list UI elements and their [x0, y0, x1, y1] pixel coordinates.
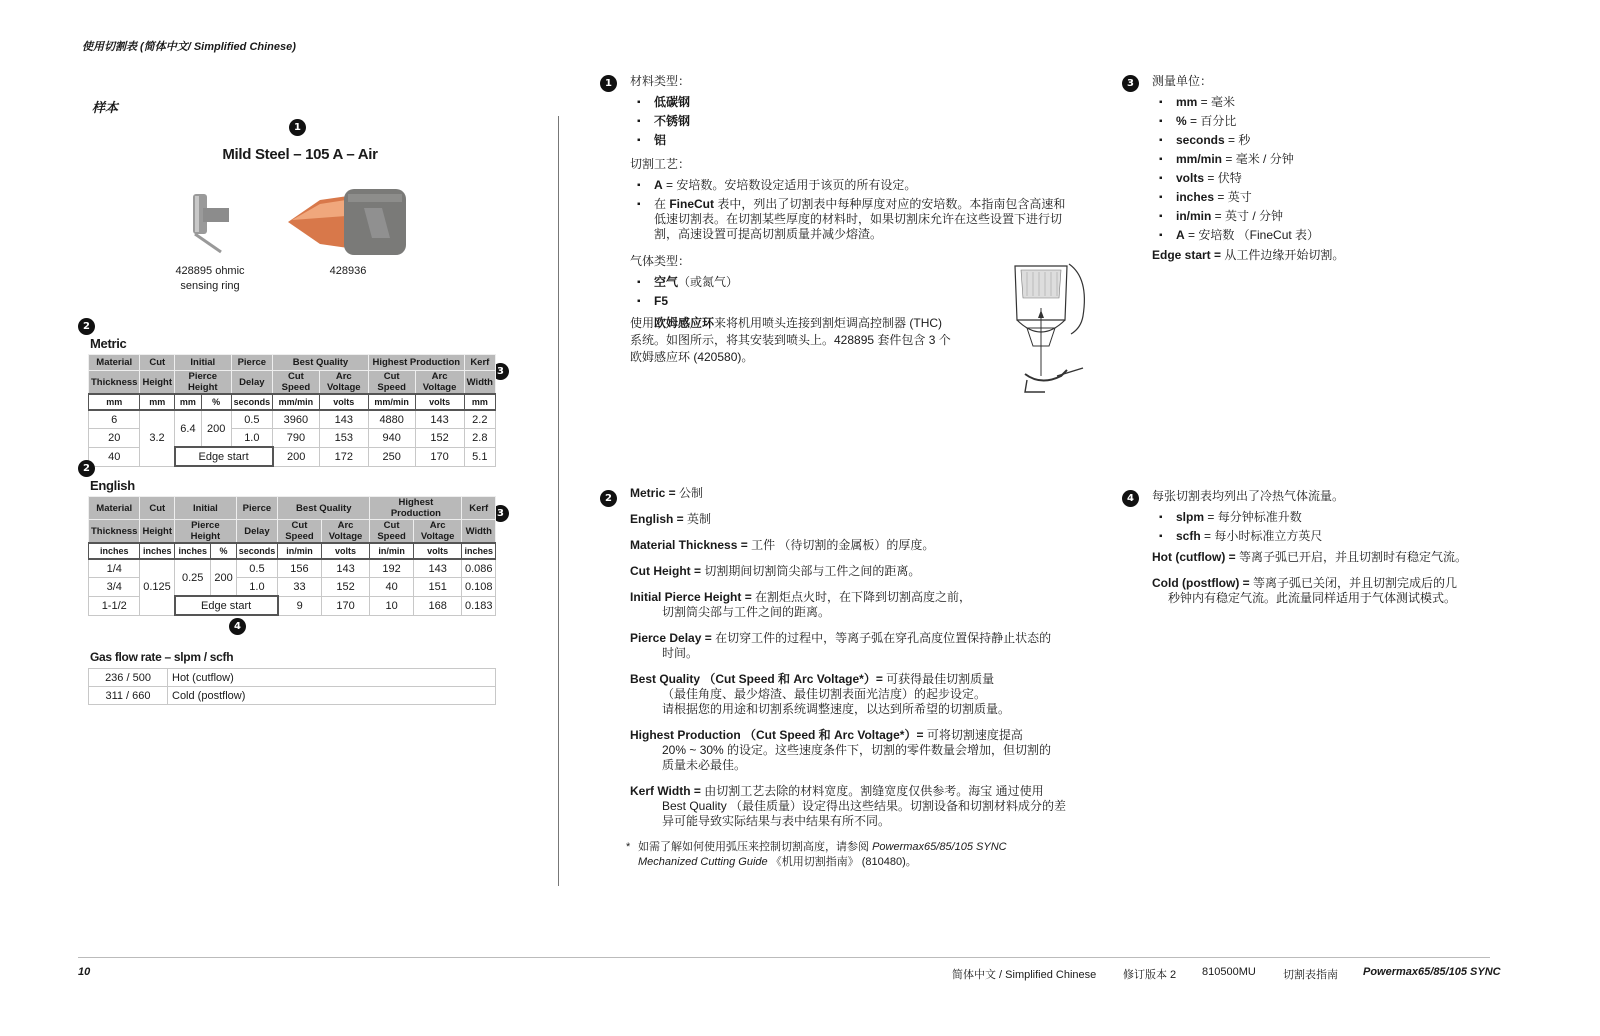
cell: 0.5	[231, 410, 273, 429]
footer-rule	[78, 957, 1490, 958]
th: Thickness	[89, 520, 140, 544]
cell: 0.086	[462, 559, 496, 578]
def-val: 可获得最佳切割质量	[882, 672, 995, 686]
process-fc-text: 低速切割表。在切割某些厚度的材料时，如果切割床允许在这些设置下进行切	[654, 212, 1063, 226]
th: Pierce Height	[175, 371, 232, 395]
th: Kerf	[462, 497, 496, 520]
section-2	[626, 486, 1110, 870]
cell: 250	[368, 447, 415, 466]
sample-label: 样本	[92, 100, 119, 115]
def-val: 等离子弧已开启，并且切割时有稳定气流。	[1235, 550, 1467, 564]
cell: 3960	[273, 410, 320, 429]
def-val: 请根据您的用途和切割系统调整速度，以达到所希望的切割质量。	[662, 702, 1011, 716]
cell: 200	[273, 447, 320, 466]
cell: 10	[370, 596, 414, 615]
def-val: 工件 （待切割的金属板）的厚度。	[747, 538, 935, 552]
process-a-text: = 安培数。安培数设定适用于该页的所有设定。	[662, 178, 917, 192]
gas-flow-title: Gas flow rate – slpm / scfh	[90, 650, 234, 664]
table-row	[89, 410, 496, 429]
section-3	[1152, 72, 1512, 274]
def-val: （最佳角度、最少熔渣、最佳切割表面光洁度）的起步设定。	[662, 687, 987, 701]
cell: 152	[415, 429, 464, 448]
def-key: Hot (cutflow) =	[1152, 550, 1236, 564]
process-label: 切割工艺：	[630, 157, 691, 171]
th: Initial	[175, 355, 232, 371]
th: Cut Speed	[278, 520, 322, 544]
unit: inches	[140, 543, 175, 559]
cell: 2.2	[464, 410, 495, 429]
unit-key: %	[1176, 114, 1187, 128]
th: Arc Voltage	[321, 520, 370, 544]
unit-key: seconds	[1176, 133, 1225, 147]
th: Delay	[231, 371, 273, 395]
unit-val: = 毫米 / 分钟	[1222, 152, 1294, 166]
cell: 940	[368, 429, 415, 448]
unit: mm/min	[273, 394, 320, 410]
cell: 168	[413, 596, 462, 615]
cell-cut-height: 0.125	[140, 559, 175, 615]
cell-iph: 0.25	[175, 559, 211, 596]
def-val: 从工件边缘开始切割。	[1221, 248, 1345, 262]
torch-illustration	[1005, 258, 1095, 400]
ohmic-text: 欧姆感应环 (420580)。	[630, 350, 754, 364]
cell: 143	[413, 559, 462, 578]
unit: mm	[175, 394, 202, 410]
callout-badge-3-metric: 3	[492, 363, 509, 380]
part-desc-ohmic: sensing ring	[180, 280, 240, 292]
cell-edge-start: Edge start	[175, 447, 273, 466]
unit: mm	[140, 394, 175, 410]
part-label-ohmic	[160, 264, 260, 294]
english-title: English	[90, 478, 135, 493]
cell: 236 / 500	[89, 669, 168, 687]
process-fc-pre: 在	[654, 197, 670, 211]
gas-item-f5: F5	[654, 294, 669, 308]
ohmic-text: 系统。如图所示，将其安装到喷头上。428895 套件包含 3 个	[630, 333, 951, 347]
def-val: 异可能导致实际结果与表中结果有所不同。	[662, 814, 891, 828]
def-key: Metric =	[630, 486, 676, 500]
def-val: 20% ~ 30% 的设定。这些速度条件下，切割的零件数量会增加，但切割的	[662, 743, 1052, 757]
shield-cap-image	[286, 186, 410, 258]
def-val: 公制	[675, 486, 704, 500]
unit: mm/min	[368, 394, 415, 410]
cell: 0.5	[236, 559, 278, 578]
metric-cut-table	[88, 354, 496, 467]
def-key: English =	[630, 512, 684, 526]
def-key: Highest Production （Cut Speed 和 Arc Voltage*）=	[630, 728, 924, 742]
th: Best Quality	[278, 497, 370, 520]
callout-badge-3-english: 3	[492, 505, 509, 522]
unit: %	[211, 543, 236, 559]
def-val: 英制	[683, 512, 712, 526]
ohmic-text: 来将机用喷头连接到割炬调高控制器 (THC)	[714, 316, 943, 330]
cell: 1-1/2	[89, 596, 140, 615]
def-val: 时间。	[662, 646, 699, 660]
th: Highest Production	[368, 355, 464, 371]
def-val: 秒钟内有稳定气流。此流量同样适用于气体测试模式。	[1168, 591, 1457, 605]
th: Arc Voltage	[415, 371, 464, 395]
th: Arc Voltage	[319, 371, 368, 395]
table-row	[89, 669, 496, 687]
th: Pierce Height	[175, 520, 237, 544]
cell: 1.0	[231, 429, 273, 448]
def-key: Kerf Width =	[630, 784, 701, 798]
cell: 170	[415, 447, 464, 466]
material-type-label: 材料类型：	[630, 74, 691, 88]
unit: volts	[319, 394, 368, 410]
chart-title: Mild Steel – 105 A – Air	[222, 146, 378, 163]
cell-edge-start: Edge start	[175, 596, 278, 615]
cell-cut-height: 3.2	[140, 410, 175, 466]
units-label: 测量单位：	[1152, 74, 1213, 88]
unit: mm	[89, 394, 140, 410]
cell: 153	[319, 429, 368, 448]
cell: 151	[413, 578, 462, 597]
unit-key: mm	[1176, 95, 1198, 109]
unit: volts	[415, 394, 464, 410]
callout-badge-4: 4	[229, 618, 246, 635]
def-key: Initial Pierce Height =	[630, 590, 752, 604]
process-a-key: A	[654, 178, 663, 192]
cell: 156	[278, 559, 322, 578]
cell: 40	[89, 447, 140, 466]
unit-val: = 每分钟标准升数	[1204, 510, 1302, 524]
cell: 143	[321, 559, 370, 578]
footnote-star: *	[626, 841, 631, 853]
table-row	[89, 687, 496, 705]
unit-key: slpm	[1176, 510, 1205, 524]
unit-val: = 伏特	[1204, 171, 1242, 185]
unit-val: = 秒	[1224, 133, 1251, 147]
cell: 4880	[368, 410, 415, 429]
footer-doc-number: 810500MU	[1202, 966, 1256, 978]
unit-val: = 毫米	[1197, 95, 1236, 109]
footnote-title: Mechanized Cutting Guide	[638, 856, 768, 868]
th: Cut	[140, 497, 175, 520]
cell-iph: 6.4	[175, 410, 202, 447]
th: Cut Speed	[370, 520, 414, 544]
def-key: Cold (postflow) =	[1152, 576, 1250, 590]
th: Arc Voltage	[413, 520, 462, 544]
th: Thickness	[89, 371, 140, 395]
def-val: 可将切割速度提高	[923, 728, 1023, 742]
process-fc-text: 表中，列出了切割表中每种厚度对应的安培数。本指南包含高速和	[714, 197, 1066, 211]
cell: 20	[89, 429, 140, 448]
unit-val: = 安培数 （FineCut 表）	[1184, 228, 1320, 242]
def-val: 切割期间切割筒尖部与工件之间的距离。	[701, 564, 921, 578]
cell: 2.8	[464, 429, 495, 448]
cell: 143	[415, 410, 464, 429]
th: Kerf	[464, 355, 495, 371]
unit: inches	[175, 543, 211, 559]
th: Material	[89, 497, 140, 520]
ohmic-ring-image	[185, 188, 235, 254]
english-cut-table	[88, 496, 496, 616]
unit-key: volts	[1176, 171, 1205, 185]
material-item: 不锈钢	[654, 114, 691, 128]
gas-flow-intro: 每张切割表均列出了冷热气体流量。	[1152, 489, 1345, 503]
section-badge-4: 4	[1122, 490, 1139, 507]
unit-val: = 英寸	[1214, 190, 1252, 204]
section-badge-2: 2	[600, 490, 617, 507]
unit: in/min	[370, 543, 414, 559]
cell: 192	[370, 559, 414, 578]
unit: in/min	[278, 543, 322, 559]
ohmic-key: 欧姆感应环	[654, 316, 715, 330]
def-val: 切割筒尖部与工件之间的距离。	[662, 605, 831, 619]
th: Best Quality	[273, 355, 369, 371]
cell: 40	[370, 578, 414, 597]
unit: volts	[321, 543, 370, 559]
unit: %	[201, 394, 231, 410]
cell: Hot (cutflow)	[168, 669, 496, 687]
section-badge-3: 3	[1122, 75, 1139, 92]
unit-key: A	[1176, 228, 1185, 242]
def-key: Material Thickness =	[630, 538, 748, 552]
unit: volts	[413, 543, 462, 559]
unit-key: inches	[1176, 190, 1215, 204]
def-val: 质量未必最佳。	[662, 758, 747, 772]
metric-title: Metric	[90, 336, 127, 351]
def-val: 在割炬点火时，在下降到切割高度之前，	[751, 590, 972, 604]
cell: 3/4	[89, 578, 140, 597]
th: Pierce	[231, 355, 273, 371]
callout-badge-2-metric: 2	[78, 318, 95, 335]
unit: mm	[464, 394, 495, 410]
material-item: 低碳钢	[654, 95, 691, 109]
page-number: 10	[78, 966, 91, 978]
unit: inches	[89, 543, 140, 559]
unit-val: = 英寸 / 分钟	[1211, 209, 1284, 223]
cell-iph-pct: 200	[211, 559, 236, 596]
th: Material	[89, 355, 140, 371]
th: Highest Production	[370, 497, 462, 520]
part-number-ohmic: 428895 ohmic	[175, 265, 245, 277]
cell: 143	[319, 410, 368, 429]
th: Cut	[140, 355, 175, 371]
th: Delay	[236, 520, 278, 544]
page-header: 使用切割表 (简体中文/ Simplified Chinese)	[82, 41, 296, 53]
def-val: 等离子弧已关闭，并且切割完成后的几	[1249, 576, 1457, 590]
footnote-text: 如需了解如何使用弧压来控制切割高度，请参阅	[638, 841, 873, 853]
column-divider	[558, 116, 559, 886]
cell: 311 / 660	[89, 687, 168, 705]
th: Height	[140, 520, 175, 544]
ohmic-paragraph	[630, 315, 980, 366]
unit-key: in/min	[1176, 209, 1212, 223]
cell: 5.1	[464, 447, 495, 466]
ohmic-pre: 使用	[630, 316, 655, 330]
def-key: Best Quality （Cut Speed 和 Arc Voltage*）=	[630, 672, 883, 686]
footnote-text: 《机用切割指南》 (810480)。	[767, 856, 917, 868]
unit: seconds	[236, 543, 278, 559]
footnote	[626, 840, 1110, 870]
table-row	[89, 559, 496, 578]
cell: 172	[319, 447, 368, 466]
unit-val: = 百分比	[1186, 114, 1237, 128]
section-badge-1: 1	[600, 75, 617, 92]
unit-val: = 每小时标准立方英尺	[1200, 529, 1323, 543]
cell: 0.183	[462, 596, 496, 615]
footer-guide: 切割表指南	[1283, 969, 1338, 981]
cell-iph-pct: 200	[201, 410, 231, 447]
def-val: 由切割工艺去除的材料宽度。割缝宽度仅供参考。海宝 通过使用	[700, 784, 1044, 798]
gas-air-note: （或氮气）	[678, 275, 739, 289]
def-val: Best Quality （最佳质量）设定得出这些结果。切割设备和切割材料成分的差	[662, 799, 1067, 813]
unit: inches	[462, 543, 496, 559]
cell: 152	[321, 578, 370, 597]
cell: 790	[273, 429, 320, 448]
process-fc-key: FineCut	[669, 197, 715, 211]
def-key: Pierce Delay =	[630, 631, 712, 645]
th: Width	[464, 371, 495, 395]
cell: 0.108	[462, 578, 496, 597]
gas-type-label: 气体类型：	[630, 254, 691, 268]
unit: seconds	[231, 394, 273, 410]
footnote-title: Powermax65/85/105 SYNC	[872, 841, 1007, 853]
th: Cut Speed	[368, 371, 415, 395]
def-val: 在切穿工件的过程中，等离子弧在穿孔高度位置保持静止状态的	[711, 631, 1052, 645]
def-key: Edge start =	[1152, 248, 1222, 262]
cell: 33	[278, 578, 322, 597]
def-key: Cut Height =	[630, 564, 701, 578]
cell: 9	[278, 596, 322, 615]
unit-key: mm/min	[1176, 152, 1223, 166]
cell: 1.0	[236, 578, 278, 597]
footer-revision: 修订版本 2	[1123, 969, 1177, 981]
cell: 1/4	[89, 559, 140, 578]
gas-item-air: 空气	[654, 275, 679, 289]
th: Cut Speed	[273, 371, 320, 395]
cell: 6	[89, 410, 140, 429]
th: Pierce	[236, 497, 278, 520]
material-item: 铝	[654, 133, 667, 147]
th: Width	[462, 520, 496, 544]
footer-product: Powermax65/85/105 SYNC	[1363, 966, 1501, 978]
part-number-shield: 428936	[329, 265, 367, 277]
callout-badge-1: 1	[289, 119, 306, 136]
th: Initial	[175, 497, 237, 520]
process-fc-text: 割，高速设置可提高切割质量并减少熔渣。	[654, 227, 883, 241]
cell: Cold (postflow)	[168, 687, 496, 705]
unit-key: scfh	[1176, 529, 1201, 543]
footer-language: 简体中文 / Simplified Chinese	[952, 969, 1097, 981]
section-4	[1152, 487, 1532, 617]
th: Height	[140, 371, 175, 395]
cell: 170	[321, 596, 370, 615]
callout-badge-2-english: 2	[78, 460, 95, 477]
gas-flow-table	[88, 668, 496, 705]
